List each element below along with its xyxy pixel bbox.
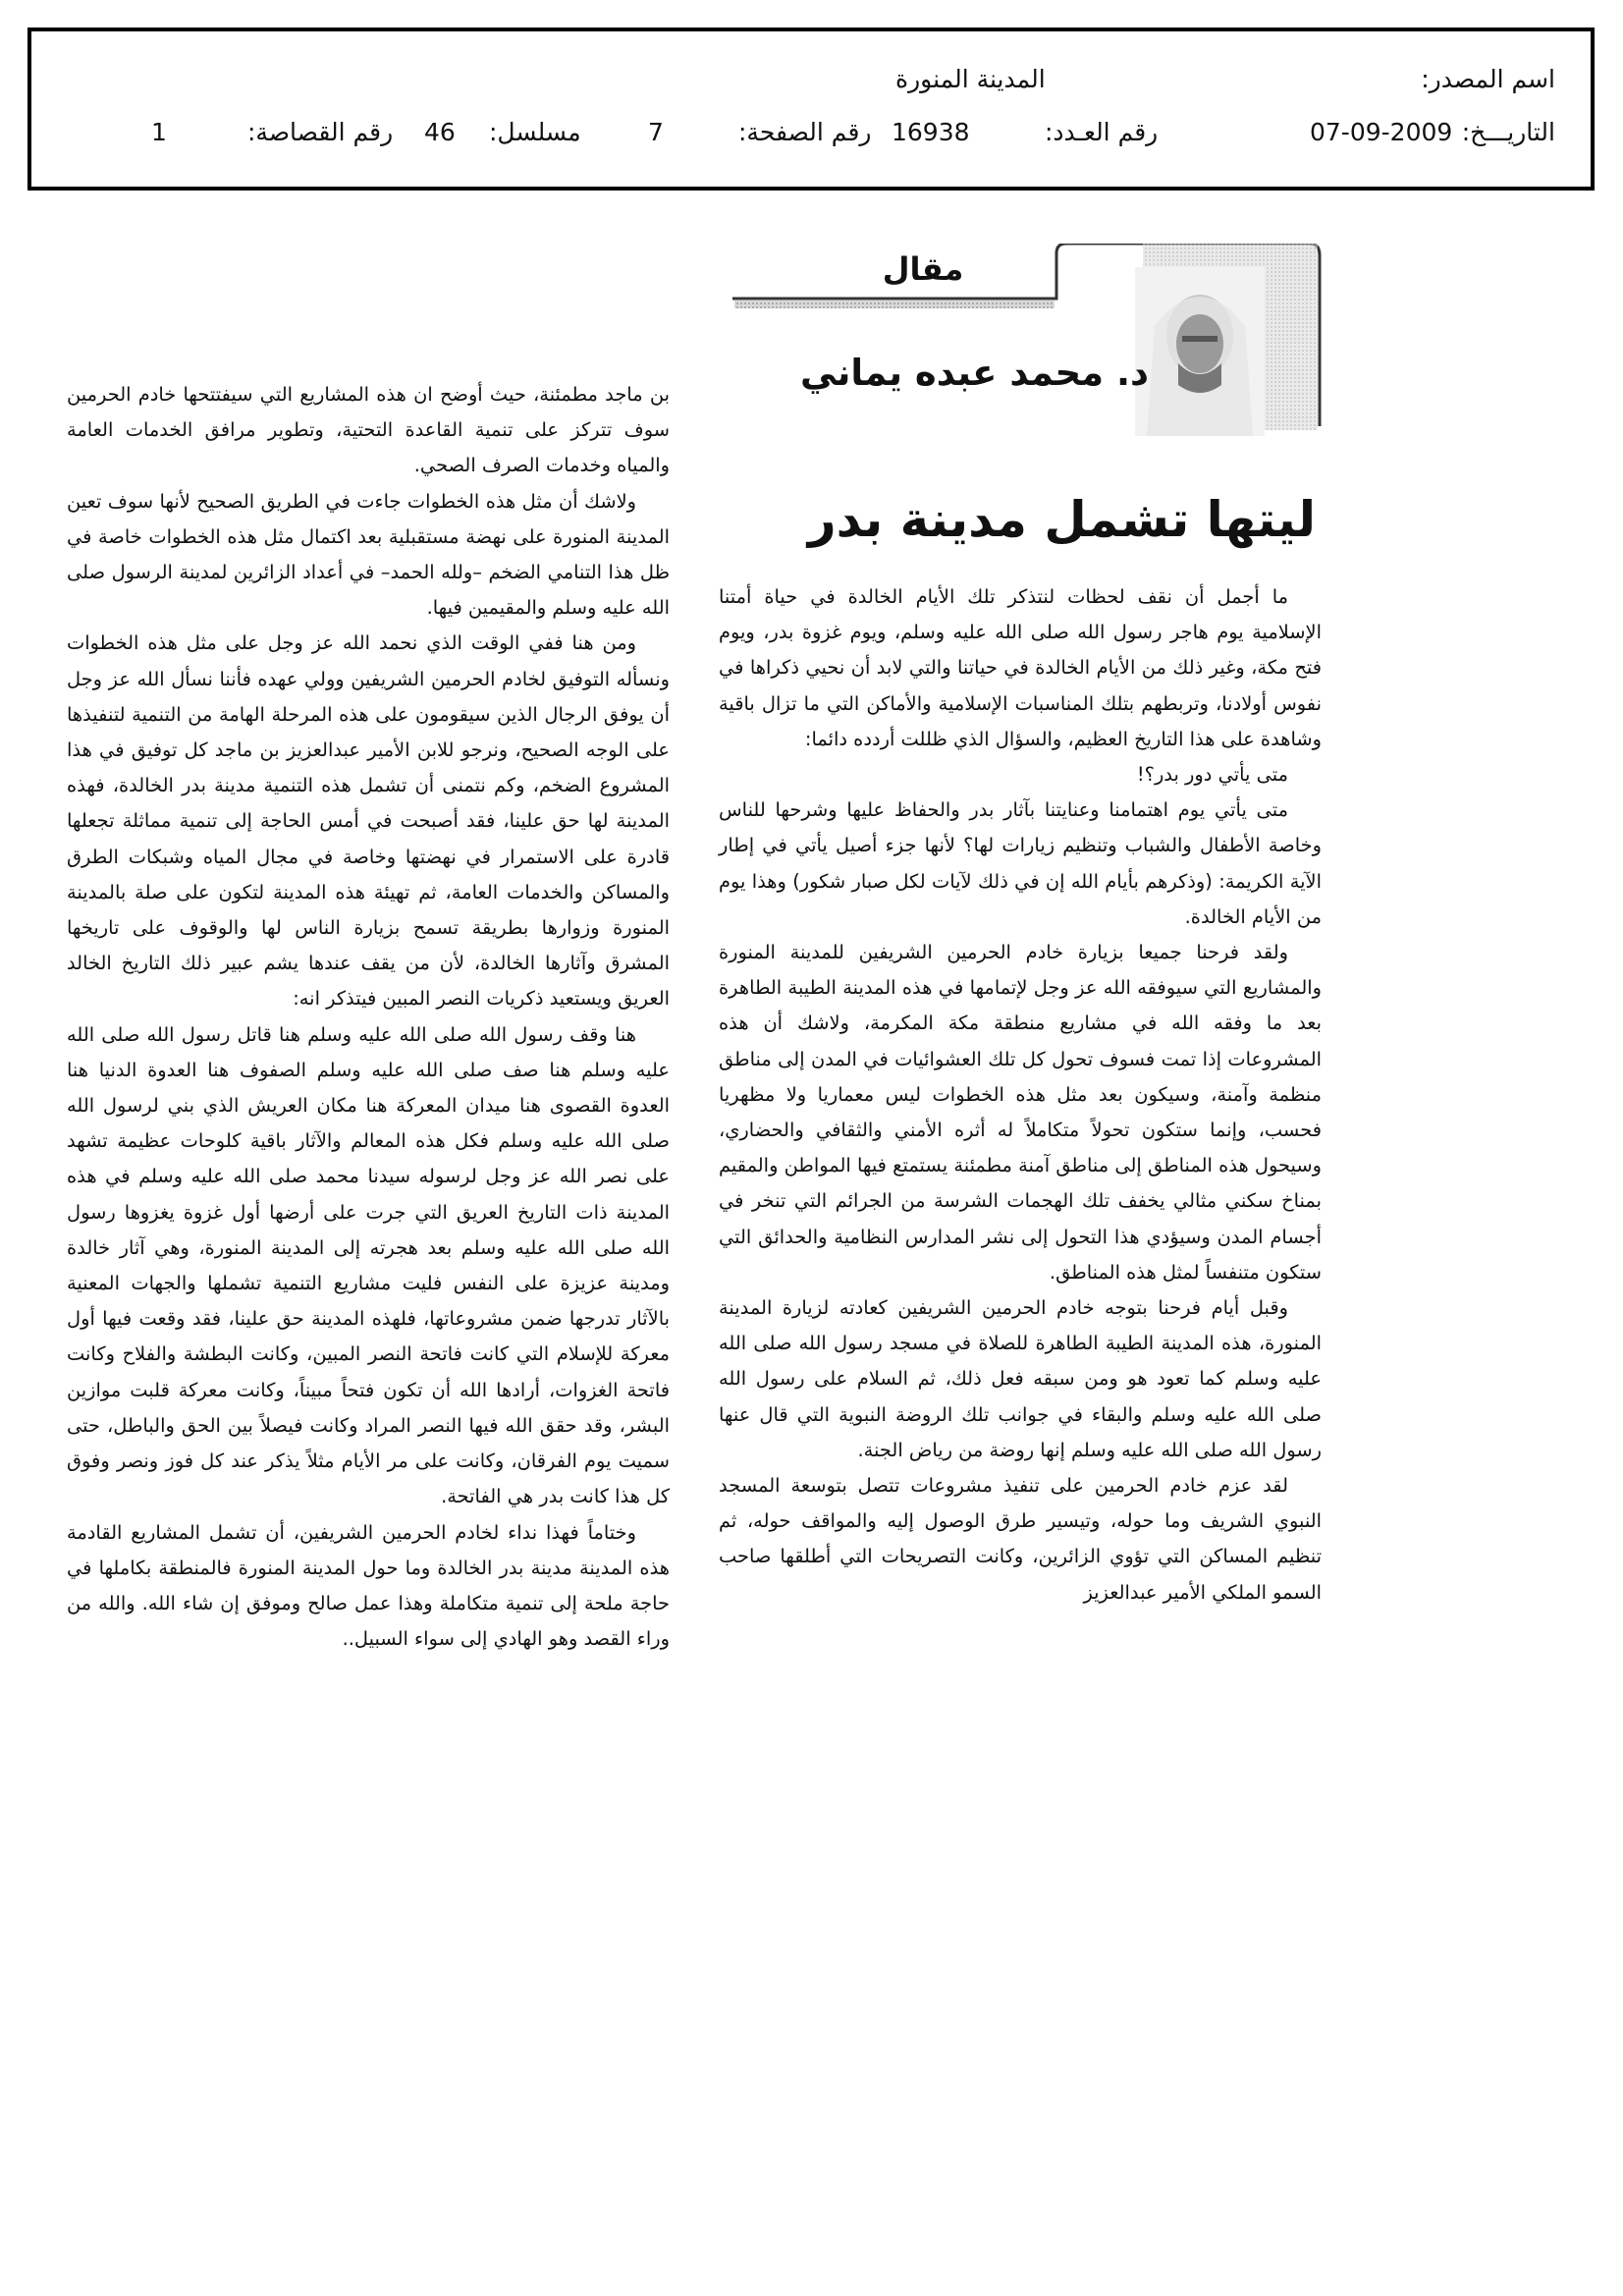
page-value: 7 <box>648 118 664 146</box>
clipping-value: 1 <box>151 118 167 146</box>
paragraph: متى يأتي يوم اهتمامنا وعنايتنا بآثار بدر والحفاظ عليها وشرحها للناس وخاصة الأطفال والشباب وتنظيم زيارات لها؟ لأنها جزء أصيل يأتي في إطار الآية الكريمة: (وذكرهم بأيام الله إن في ذلك لآيات لكل صبار شكور) وهذا يوم من الأيام الخالدة. <box>719 798 1322 928</box>
serial-value: 46 <box>424 118 456 146</box>
date-value: 07-09-2009 <box>1310 118 1453 146</box>
paragraph: متى يأتي دور بدر؟! <box>1136 763 1288 787</box>
date-label: التاريـــخ: <box>1461 118 1555 146</box>
source-value: المدينة المنورة <box>895 65 1046 93</box>
article-headline: ليتها تشمل مدينة بدر <box>807 491 1316 548</box>
article-column-left <box>67 377 670 1657</box>
paragraph: ولاشك أن مثل هذه الخطوات جاءت في الطريق الصحيح لأنها سوف تعين المدينة المنورة على نهضة مستقبلية بعد اكتمال مثل هذه الخطوات خاصة في ظل هذا التنامي الضخم –ولله الحمد– في أعداد الزائرين لمدينة الرسول صلى الله عليه وسلم والمقيمين فيها. <box>67 489 670 620</box>
paragraph: لقد عزم خادم الحرمين على تنفيذ مشروعات تتصل بتوسعة المسجد النبوي الشريف وما حوله، وتيسير طرق الوصول إليه والمواقف حوله، ثم تنظيم المساكن التي تؤوي الزائرين، وكانت التصريحات التي أطلقها صاحب السمو الملكي الأمير عبدالعزيز <box>719 1474 1322 1604</box>
clipping-header-box <box>27 27 1595 191</box>
issue-label: رقم العـدد: <box>1045 118 1159 146</box>
source-label: اسم المصدر: <box>1421 65 1555 93</box>
paragraph: ما أجمل أن نقف لحظات لنتذكر تلك الأيام الخالدة في حياة أمتنا الإسلامية يوم هاجر رسول الله صلى الله عليه وسلم، ويوم غزوة بدر، ويوم فتح مكة، وغير ذلك من الأيام الخالدة في حياتنا والتي لابد أن نحيي ذكراها في نفوس أولادنا، وتربطهم بتلك المناسبات الإسلامية والأماكن التي ما تزال باقية وشاهدة على هذا التاريخ العظيم، والسؤال الذي ظللت أردده دائما: <box>719 585 1322 750</box>
page-label: رقم الصفحة: <box>738 118 872 146</box>
author-photo <box>1135 267 1265 436</box>
clipping-label: رقم القصاصة: <box>247 118 394 146</box>
paragraph: ومن هنا ففي الوقت الذي نحمد الله عز وجل على مثل هذه الخطوات ونسأله التوفيق لخادم الحرمين الشريفين وولي عهده فأننا نسأل الله عز وجل أن يوفق الرجال الذين سيقومون على هذه المرحلة الهامة من التنمية لتنفيذها على الوجه الصحيح، ونرجو للابن الأمير عبدالعزيز بن ماجد كل توفيق في هذا المشروع الضخم، وكم نتمنى أن تشمل هذه التنمية مدينة بدر الخالدة، فهذه المدينة لها حق علينا، فقد أصبحت في أمس الحاجة إلى تنمية مماثلة تجعلها قادرة على الاستمرار في نهضتها وخاصة في مجال المياه وشبكات الطرق والمساكن والخدمات العامة، ثم تهيئة هذه المدينة لتكون على صلة بالمدينة المنورة وزوارها بطريقة تسمح بزيارة الناس لها والوقوف على تاريخها المشرق وآثارها الخالدة، لأن من يقف عندها يشم عبير ذلك التاريخ الخالد العريق ويستعيد ذكريات النصر المبين فيتذكر انه: <box>67 631 670 1011</box>
paragraph: ولقد فرحنا جميعا بزيارة خادم الحرمين الشريفين للمدينة المنورة والمشاريع التي سيوفقه الله عز وجل لإتمامها في هذه المدينة الطيبة الطاهرة بعد ما وفقه الله في مشاريع منطقة مكة المكرمة، ولاشك أن هذه المشروعات إذا تمت فسوف تحول كل تلك العشوائيات في المدن إلى مناطق منظمة وآمنة، وسيكون بعد مثل هذه الخطوات ليس معماريا ولا مظهريا فحسب، وإنما ستكون تحولاً متكاملاً له أثره الأمني والثقافي والحضاري، وسيحول هذه المناطق إلى مناطق آمنة مطمئنة يستمتع فيها المواطن والمقيم بمناخ سكني مثالي يخفف تلك الهجمات الشرسة من الجرائم التي تنخر في أجسام المدن وسيؤدي هذا التحول إلى نشر المدارس النظامية والحدائق التي ستكون متنفساً لمثل هذه المناطق. <box>719 941 1322 1284</box>
article-author: د. محمد عبده يماني <box>800 352 1149 394</box>
serial-label: مسلسل: <box>489 118 581 146</box>
paragraph: وقبل أيام فرحنا بتوجه خادم الحرمين الشريفين كعادته لزيارة المدينة المنورة، هذه المدينة الطيبة الطاهرة للصلاة في مسجد رسول الله صلى الله عليه وسلم كما تعود هو ومن سبقه فعل ذلك، ثم السلام على رسول الله صلى الله عليه وسلم والبقاء في جوانب تلك الروضة النبوية التي قال عنها رسول الله صلى الله عليه وسلم إنها روضة من رياض الجنة. <box>719 1296 1322 1461</box>
issue-value: 16938 <box>892 118 970 146</box>
paragraph: بن ماجد مطمئنة، حيث أوضح ان هذه المشاريع التي سيفتتحها خادم الحرمين سوف تتركز على تنمية القاعدة التحتية، وتطوير مرافق الخدمات العامة والمياه وخدمات الصرف الصحي. <box>67 383 670 477</box>
paragraph: هنا وقف رسول الله صلى الله عليه وسلم هنا قاتل رسول الله صلى الله عليه وسلم هنا صف صلى الله عليه وسلم الصفوف هنا العدوة الدنيا هنا العدوة القصوى هنا ميدان المعركة هنا مكان العريش الذي بني لرسول الله صلى الله عليه وسلم فكل هذه المعالم والآثار باقية كلوحات عظيمة تشهد على نصر الله عز وجل لرسوله سيدنا محمد صلى الله عليه وسلم في هذه المدينة ذات التاريخ العريق التي جرت على أرضها أول غزوة يغزوها رسول الله صلى الله عليه وسلم بعد هجرته إلى المدينة المنورة، وهي آثار خالدة ومدينة عزيزة على النفس فليت مشاريع التنمية تشملها والجهات المعنية بالآثار تدرجها ضمن مشروعاتها، فلهذه المدينة حق علينا، فقد وقعت فيها أول معركة للإسلام التي كانت فاتحة النصر المبين، وكانت البطشة والفلاح وكانت فاتحة الغزوات، أرادها الله أن تكون فتحاً مبيناً، وكانت معركة قلبت موازين البشر، وقد حقق الله فيها النصر المراد وكانت فيصلاً بين الحق والباطل، حتى سميت يوم الفرقان، وكانت على مر الأيام مثلاً يذكر عند كل فوز ونصر وفوق كل هذا كانت بدر هي الفاتحة. <box>67 1022 670 1508</box>
article-column-right <box>719 579 1322 1611</box>
article-category: مقال <box>882 250 964 288</box>
paragraph: وختاماً فهذا نداء لخادم الحرمين الشريفين، أن تشمل المشاريع القادمة هذه المدينة مدينة بدر الخالدة وما حول المدينة المنورة فالمنطقة بكاملها في حاجة ملحة إلى تنمية متكاملة وهذا عمل صالح وموفق إن شاء الله. والله من وراء القصد وهو الهادي إلى سواء السبيل.. <box>67 1520 670 1651</box>
